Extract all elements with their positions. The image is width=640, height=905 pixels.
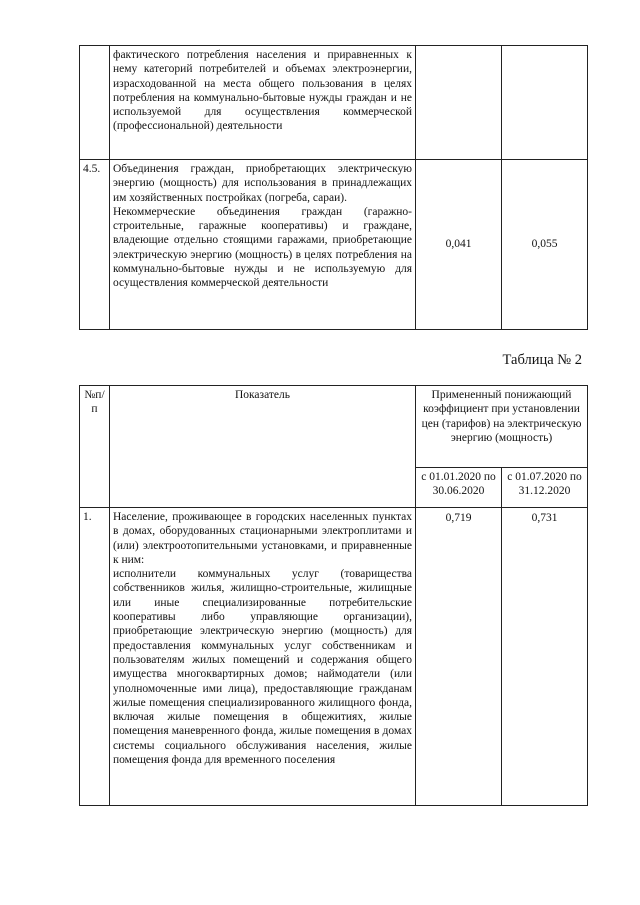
table-caption: Таблица № 2: [502, 352, 582, 368]
row-number: 1.: [80, 508, 110, 806]
description-paragraph: Объединения граждан, приобретающих электрическую энергию (мощность) для использования в принадлежащих им хозяйственных постройках (погреба, сараи).: [113, 163, 412, 204]
description-paragraph: Некоммерческие объединения граждан (гаражно-строительные, гаражные кооперативы) и граждане, владеющие отдельно стоящими гаражами, приобретающие электрическую энергию (мощность) в целях потребления на коммунально-бытовые нужды и не используемую для осуществления коммерческой деятельности: [113, 205, 412, 290]
tariff-table-2: [79, 385, 588, 806]
row-value-period-1: 0,041: [416, 160, 502, 330]
row-value-period-1: [416, 46, 502, 160]
header-period-1: с 01.01.2020 по 30.06.2020: [416, 468, 502, 508]
table-row: [80, 160, 588, 330]
header-coefficient: Примененный понижающий коэффициент при установлении цен (тарифов) на электрическую энергию (мощность): [416, 386, 588, 468]
header-indicator: Показатель: [110, 386, 416, 508]
row-value-period-2: 0,731: [502, 508, 588, 806]
header-row: [80, 386, 588, 468]
row-number: [80, 46, 110, 160]
description-paragraph: Население, проживающее в городских населенных пунктах в домах, оборудованных стационарными электроплитами и (или) электроотопительными установками, и приравненные к ним:: [113, 511, 412, 566]
table-row: [80, 46, 588, 160]
row-number: 4.5.: [80, 160, 110, 330]
row-description: [110, 46, 416, 160]
row-value-period-2: [502, 46, 588, 160]
tariff-table-1: [79, 45, 588, 330]
header-num: №п/п: [80, 386, 110, 508]
row-description: [110, 508, 416, 806]
table-row: [80, 508, 588, 806]
description-paragraph: фактического потребления населения и приравненных к нему категорий потребителей и объемах электроэнергии, израсходованной на места общего пользования в целях потребления на коммунально-бытовые нужды граждан и не используемой для осуществления коммерческой (профессиональной) деятельности: [113, 49, 412, 133]
header-period-2: с 01.07.2020 по 31.12.2020: [502, 468, 588, 508]
row-value-period-1: 0,719: [416, 508, 502, 806]
row-value-period-2: 0,055: [502, 160, 588, 330]
description-paragraph: исполнители коммунальных услуг (товарищества собственников жилья, жилищно-строительные, жилищные или иные специализированные потребительские кооперативы либо управляющие организации), приобретающие электрическую энергию (мощность) для предоставления коммунальных услуг собственникам и пользователям жилых помещений и содержания общего имущества многоквартирных домов; наймодатели (или уполномоченные ими лица), предоставляющие гражданам жилые помещения специализированного жилищного фонда, включая жилые помещения в общежитиях, жилые помещения маневренного фонда, жилые помещения в домах системы социального обслуживания населения, жилые помещения фонда для временного поселения: [113, 568, 412, 767]
row-description: [110, 160, 416, 330]
